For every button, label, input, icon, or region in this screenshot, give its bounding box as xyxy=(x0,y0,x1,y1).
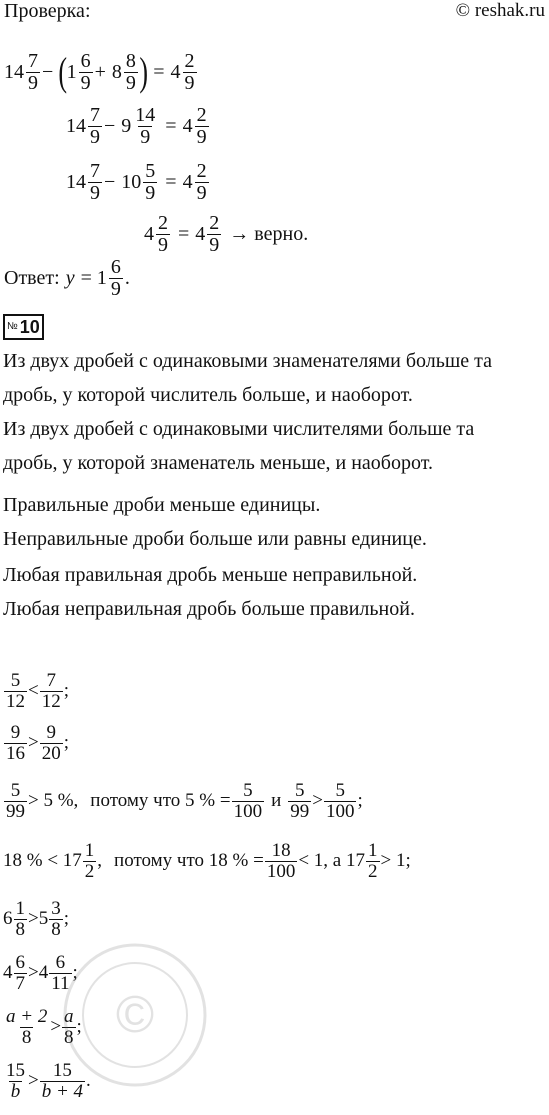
check-line-2: 14 $\frac{7}{9}$ − 9 $\frac{14}{9}$ = 4 $\frac{2}{9}$ xyxy=(66,103,207,148)
rule-line-1: Из двух дробей с одинаковыми знаменателями больше та xyxy=(3,350,493,372)
comparison-3: $\frac{5}{99}$ > 5 %, потому что 5 % = $\frac{5}{100}$ и $\frac{5}{99}$ > $\frac{5}{100}$ ; xyxy=(6,779,363,822)
svg-text:©: © xyxy=(115,986,155,1044)
comparison-7: $\frac{a + 2}{8}$ > $\frac{a}{8}$ ; xyxy=(6,1005,82,1048)
comparison-5: 6 $\frac{1}{8}$ > 5 $\frac{3}{8}$ ; xyxy=(3,897,69,940)
comparison-6: 4 $\frac{6}{7}$ > 4 $\frac{6}{11}$ ; xyxy=(3,951,78,994)
task-number-badge: № 10 xyxy=(3,314,44,340)
header-title: Проверка: xyxy=(4,0,91,22)
rule-line-2: дробь, у которой числитель больше, и наоборот. xyxy=(3,384,413,406)
answer-line: Ответ: y = 1 $\frac{6}{9}$ . xyxy=(4,255,130,300)
comparison-8: $\frac{15}{b}$ > $\frac{15}{b + 4}$ . xyxy=(6,1059,91,1102)
rule-line-7: Любая правильная дробь меньше неправильной. xyxy=(3,564,418,586)
comparison-2: $\frac{9}{16}$ > $\frac{9}{20}$ ; xyxy=(6,721,69,764)
rule-line-4: дробь, у которой знаменатель меньше, и наоборот. xyxy=(3,452,433,474)
source-label: © reshak.ru xyxy=(455,0,545,21)
comparison-4: 18 % < 17 $\frac{1}{2}$ , потому что 18 % = $\frac{18}{100}$ < 1, а 17 $\frac{1}{2}$ > 1; xyxy=(3,839,411,882)
rule-line-6: Неправильные дроби больше или равны единице. xyxy=(3,528,427,550)
check-line-1: 14 $\frac{7}{9}$ − ( 1 $\frac{6}{9}$ + 8 $\frac{8}{9}$ ) = 4 $\frac{2}{9}$ xyxy=(4,49,195,94)
check-line-3: 14 $\frac{7}{9}$ − 10 $\frac{5}{9}$ = 4 $\frac{2}{9}$ xyxy=(66,159,207,204)
watermark-seal-icon xyxy=(60,940,210,1090)
comparison-1: $\frac{5}{12}$ < $\frac{7}{12}$ ; xyxy=(6,669,69,712)
check-line-4: 4 $\frac{2}{9}$ = 4 $\frac{2}{9}$ → верно. xyxy=(144,211,309,256)
rule-line-3: Из двух дробей с одинаковыми числителями больше та xyxy=(3,418,475,440)
rule-line-5: Правильные дроби меньше единицы. xyxy=(3,494,321,516)
rule-line-8: Любая неправильная дробь больше правильной. xyxy=(3,598,415,620)
